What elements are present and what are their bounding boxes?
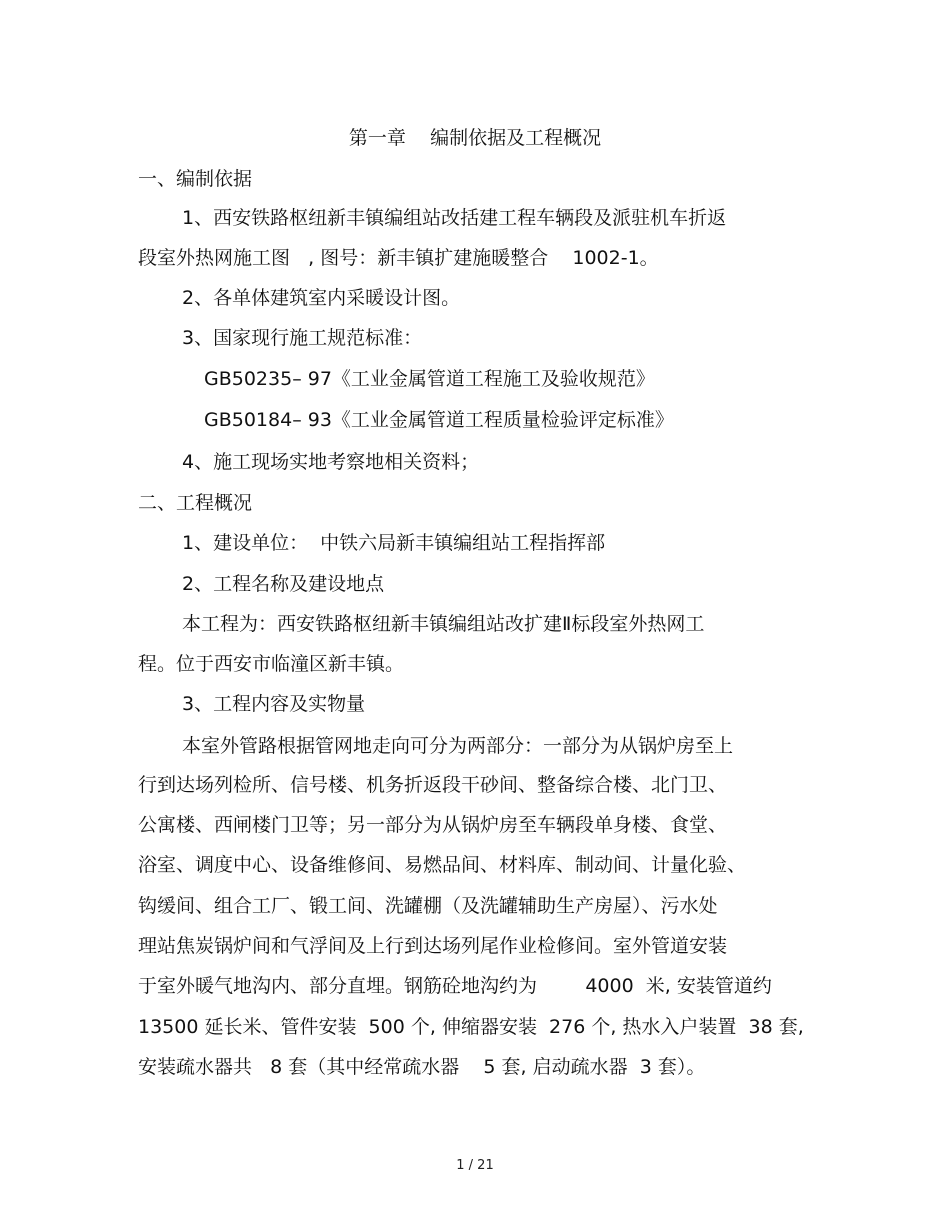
paragraph-line: 4、施工现场实地考察地相关资料； xyxy=(182,451,480,473)
paragraph-line: 2、工程名称及建设地点 xyxy=(182,573,385,595)
paragraph-line: 1、西安铁路枢纽新丰镇编组站改括建工程车辆段及派驻机车折返 xyxy=(182,207,727,229)
paragraph-line: 3、工程内容及实物量 xyxy=(182,693,366,715)
page-indicator: 1 / 21 xyxy=(456,1158,494,1173)
section-heading-basis: 一、编制依据 xyxy=(138,168,253,190)
paragraph-line: 理站焦炭锅炉间和气浮间及上行到达场列尾作业检修间。室外管道安装 xyxy=(138,935,728,957)
paragraph-line: 安装疏水器共 8 套（其中经常疏水器 5 套, 启动疏水器 3 套）。 xyxy=(138,1056,706,1078)
paragraph-line: 本工程为：西安铁路枢纽新丰镇编组站改扩建Ⅱ标段室外热网工 xyxy=(182,613,705,635)
standard-reference: GB50184– 93《工业金属管道工程质量检验评定标准》 xyxy=(204,409,674,431)
standard-reference: GB50235– 97《工业金属管道工程施工及验收规范》 xyxy=(204,368,655,390)
paragraph-line: 段室外热网施工图 , 图号：新丰镇扩建施暖整合 1002-1。 xyxy=(138,247,659,269)
paragraph-line: 程。位于西安市临潼区新丰镇。 xyxy=(138,653,405,675)
section-heading-overview: 二、工程概况 xyxy=(138,492,253,514)
paragraph-line: 3、国家现行施工规范标准： xyxy=(182,327,423,349)
chapter-title: 第一章 编制依据及工程概况 xyxy=(348,127,602,149)
paragraph-line: 于室外暖气地沟内、部分直埋。钢筋砼地沟约为 4000 米, 安装管道约 xyxy=(138,975,772,997)
paragraph-line: 钩缓间、组合工厂、锻工间、洗罐棚（及洗罐辅助生产房屋）、污水处 xyxy=(138,895,718,917)
paragraph-line: 1、建设单位： 中铁六局新丰镇编组站工程指挥部 xyxy=(182,532,606,554)
paragraph-line: 浴室、调度中心、设备维修间、易燃品间、材料库、制动间、计量化验、 xyxy=(138,854,747,876)
paragraph-line: 本室外管路根据管网地走向可分为两部分：一部分为从锅炉房至上 xyxy=(182,735,734,757)
paragraph-line: 公寓楼、西闸楼门卫等；另一部分为从锅炉房至车辆段单身楼、食堂、 xyxy=(138,814,728,836)
paragraph-line: 13500 延长米、管件安装 500 个, 伸缩器安装 276 个, 热水入户装置 38 套, xyxy=(138,1016,804,1038)
paragraph-line: 行到达场列检所、信号楼、机务折返段干砂间、整备综合楼、北门卫、 xyxy=(138,774,728,796)
paragraph-line: 2、各单体建筑室内采暖设计图。 xyxy=(182,287,461,309)
